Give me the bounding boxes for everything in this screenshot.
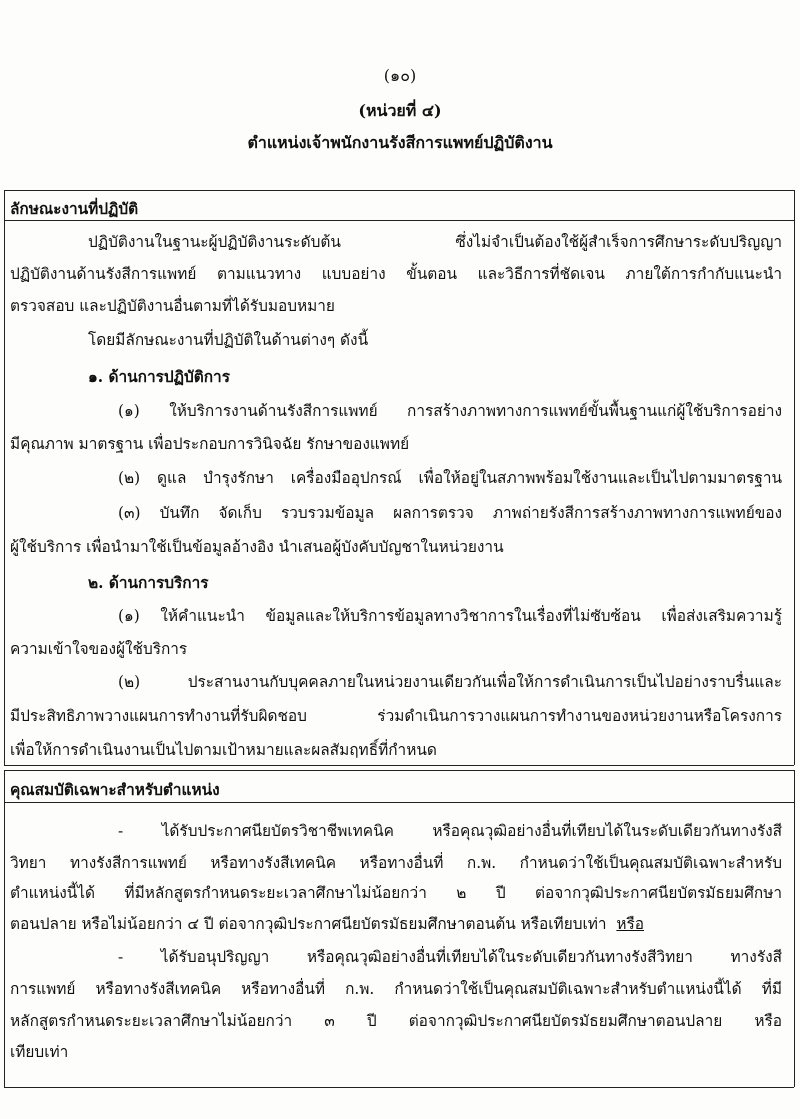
unit-heading: (หน่วยที่ ๔) — [358, 101, 442, 120]
operations-item-line: (๒) ดูแล บำรุงรักษา เครื่องมืออุปกรณ์ เพื่อให้อยู่ในสภาพพร้อมใช้งานและเป็นไปตามมาตรฐาน — [118, 469, 782, 487]
rule-bottom — [4, 1087, 794, 1088]
qualification-text: ตอนปลาย หรือไม่น้อยกว่า ๔ ปี ต่อจากวุฒิประกาศนียบัตรมัธยมศึกษาตอนต้น หรือเทียบเท่า — [10, 915, 607, 933]
or-connector: หรือ — [616, 915, 644, 933]
rule-top — [4, 190, 794, 191]
qualification-line: ตำแหน่งนี้ได้ ที่มีหลักสูตรกำหนดระยะเวลาศึกษาไม่น้อยกว่า ๒ ปี ต่อจากวุฒิประกาศนียบัตรมัธยมศึกษา — [10, 884, 782, 902]
position-title: ตำแหน่งเจ้าพนักงานรังสีการแพทย์ปฏิบัติงาน — [247, 133, 553, 152]
qualification-line: - ได้รับประกาศนียบัตรวิชาชีพเทคนิค หรือคุณวุฒิอย่างอื่นที่เทียบได้ในระดับเดียวกันทางรังสี — [118, 822, 782, 840]
operations-item-line: มีคุณภาพ มาตรฐาน เพื่อประกอบการวินิจฉัย รักษาของแพทย์ — [10, 435, 410, 453]
operations-section-title: ๑. ด้านการปฏิบัติการ — [88, 368, 230, 386]
qualification-line: วิทยา ทางรังสีการแพทย์ หรือทางรังสีเทคนิค หรือทางอื่นที่ ก.พ. กำหนดว่าใช้เป็นคุณสมบัติเฉพาะสำหรับ — [10, 854, 782, 872]
service-item-line: ความเข้าใจของผู้ใช้บริการ — [10, 640, 188, 658]
rule-qual-heading — [4, 802, 794, 803]
operations-item-line: ผู้ใช้บริการ เพื่อนำมาใช้เป็นข้อมูลอ้างอิง นำเสนอผู้บังคับบัญชาในหน่วยงาน — [10, 538, 504, 556]
rule-section-end — [4, 765, 794, 766]
duties-intro-line: ตรวจสอบ และปฏิบัติงานอื่นตามที่ได้รับมอบหมาย — [10, 297, 335, 315]
duties-intro-line: โดยมีลักษณะงานที่ปฏิบัติในด้านต่างๆ ดังนี้ — [88, 331, 369, 349]
qualification-line: - ได้รับอนุปริญญา หรือคุณวุฒิอย่างอื่นที่เทียบได้ในระดับเดียวกันทางรังสีวิทยา ทางรังสี — [118, 948, 782, 966]
duties-heading: ลักษณะงานที่ปฏิบัติ — [10, 200, 139, 218]
service-item-line: มีประสิทธิภาพวางแผนการทำงานที่รับผิดชอบ ร่วมดำเนินการวางแผนการทำงานของหน่วยงานหรือโครงการ — [10, 707, 782, 725]
rule-qual-top — [4, 770, 794, 771]
duties-intro-line: ปฏิบัติงานในฐานะผู้ปฏิบัติงานระดับต้น ซึ่งไม่จำเป็นต้องใช้ผู้สำเร็จการศึกษาระดับปริญญา — [88, 233, 782, 251]
operations-item-line: (๑) ให้บริการงานด้านรังสีการแพทย์ การสร้างภาพทางการแพทย์ขั้นพื้นฐานแก่ผู้ใช้บริการอย่าง — [118, 402, 782, 420]
qualification-line: เทียบเท่า — [10, 1043, 69, 1061]
qualification-line: การแพทย์ หรือทางรังสีเทคนิค หรือทางอื่นที่ ก.พ. กำหนดว่าใช้เป็นคุณสมบัติเฉพาะสำหรับตำแหน่งนี้ได้ ที่มี — [10, 980, 782, 998]
qualification-line-last — [10, 911, 644, 936]
service-section-title: ๒. ด้านการบริการ — [88, 574, 209, 592]
operations-item-line: (๓) บันทึก จัดเก็บ รวบรวมข้อมูล ผลการตรวจ ภาพถ่ายรังสีการสร้างภาพทางการแพทย์ของ — [118, 504, 782, 522]
duties-intro-line: ปฏิบัติงานด้านรังสีการแพทย์ ตามแนวทาง แบบอย่าง ขั้นตอน และวิธีการที่ชัดเจน ภายใต้การกำกับแนะนำ — [10, 265, 782, 283]
qualification-line: หลักสูตรกำหนดระยะเวลาศึกษาไม่น้อยกว่า ๓ ปี ต่อจากวุฒิประกาศนียบัตรมัธยมศึกษาตอนปลาย หรือ — [10, 1012, 782, 1030]
service-item-line: (๑) ให้คำแนะนำ ข้อมูลและให้บริการข้อมูลทางวิชาการในเรื่องที่ไม่ซับซ้อน เพื่อส่งเสริมความรู้ — [118, 607, 782, 625]
qualifications-heading: คุณสมบัติเฉพาะสำหรับตำแหน่ง — [10, 781, 220, 799]
page-number: (๑๐) — [383, 66, 417, 85]
service-item-line: (๒) ประสานงานกับบุคคลภายในหน่วยงานเดียวกันเพื่อให้การดำเนินการเป็นไปอย่างราบรื่นและ — [118, 673, 782, 691]
service-item-line: เพื่อให้การดำเนินงานเป็นไปตามเป้าหมายและผลสัมฤทธิ์ที่กำหนด — [10, 741, 437, 759]
